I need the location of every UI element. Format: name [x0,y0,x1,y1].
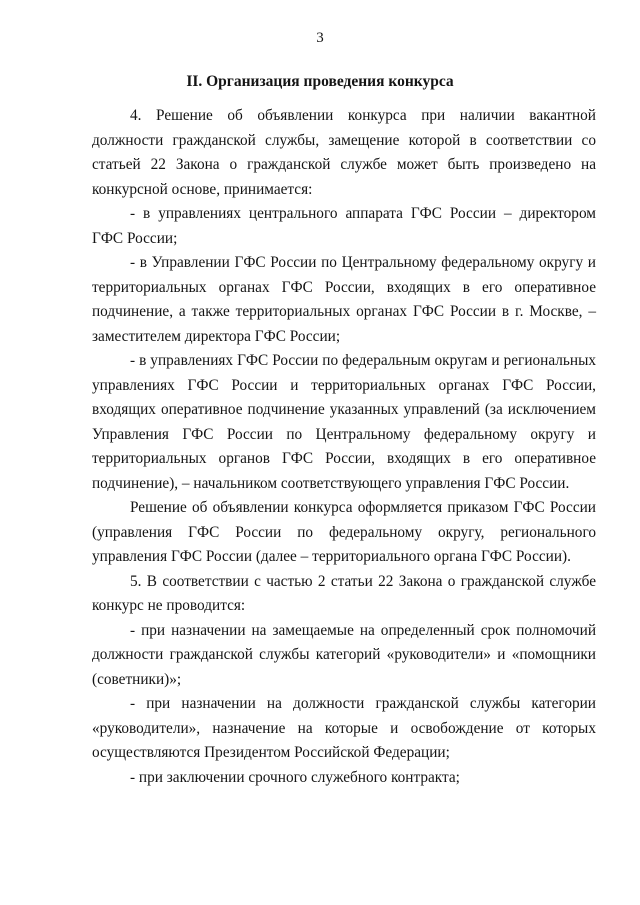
paragraph-order-decision: Решение об объявлении конкурса оформляется приказом ГФС России (управления ГФС России по федеральному округу, регионального управления ГФС России (далее – территориального органа ГФС России). [92,499,596,565]
list-item-fixed-term-contract: - при заключении срочного служебного контракта; [130,768,460,786]
document-body [92,104,596,790]
list-item-president-appointed: - при назначении на должности гражданской службы категории «руководители», назначение на которые и освобождение от которых осуществляются Президентом Российской Федерации; [92,695,596,761]
list-item-federal-districts: - в управлениях ГФС России по федеральным округам и региональных управлениях ГФС России и территориальных органах ГФС России, входящих оперативное подчинение указанных управлений (за исключением Управления ГФС России по Центральному федеральному округу и территориальных органов ГФС России, входящих в его оперативное подчинение), – начальником соответствующего управления ГФС России. [92,352,596,492]
list-item-central-apparatus: - в управлениях центрального аппарата ГФС России – директором ГФС России; [92,205,596,247]
paragraph-4: 4. Решение об объявлении конкурса при наличии вакантной должности гражданской службы, замещение которой в соответствии со статьей 22 Закона о гражданской службе может быть произведено на конкурсной основе, принимается: [92,107,596,198]
list-item-central-district: - в Управлении ГФС России по Центральному федеральному округу и территориальных органах ГФС России, входящих в его оперативное подчинение, а также территориальных органах ГФС России в г. Москве, – заместителем директора ГФС России; [92,254,596,345]
list-item-fixed-term-positions: - при назначении на замещаемые на определенный срок полномочий должности гражданской службы категорий «руководители» и «помощники (советники)»; [92,621,596,688]
section-title: II. Организация проведения конкурса [186,73,454,90]
paragraph-5: 5. В соответствии с частью 2 статьи 22 Закона о гражданской службе конкурс не проводится: [92,572,596,614]
page-number: 3 [316,30,324,46]
